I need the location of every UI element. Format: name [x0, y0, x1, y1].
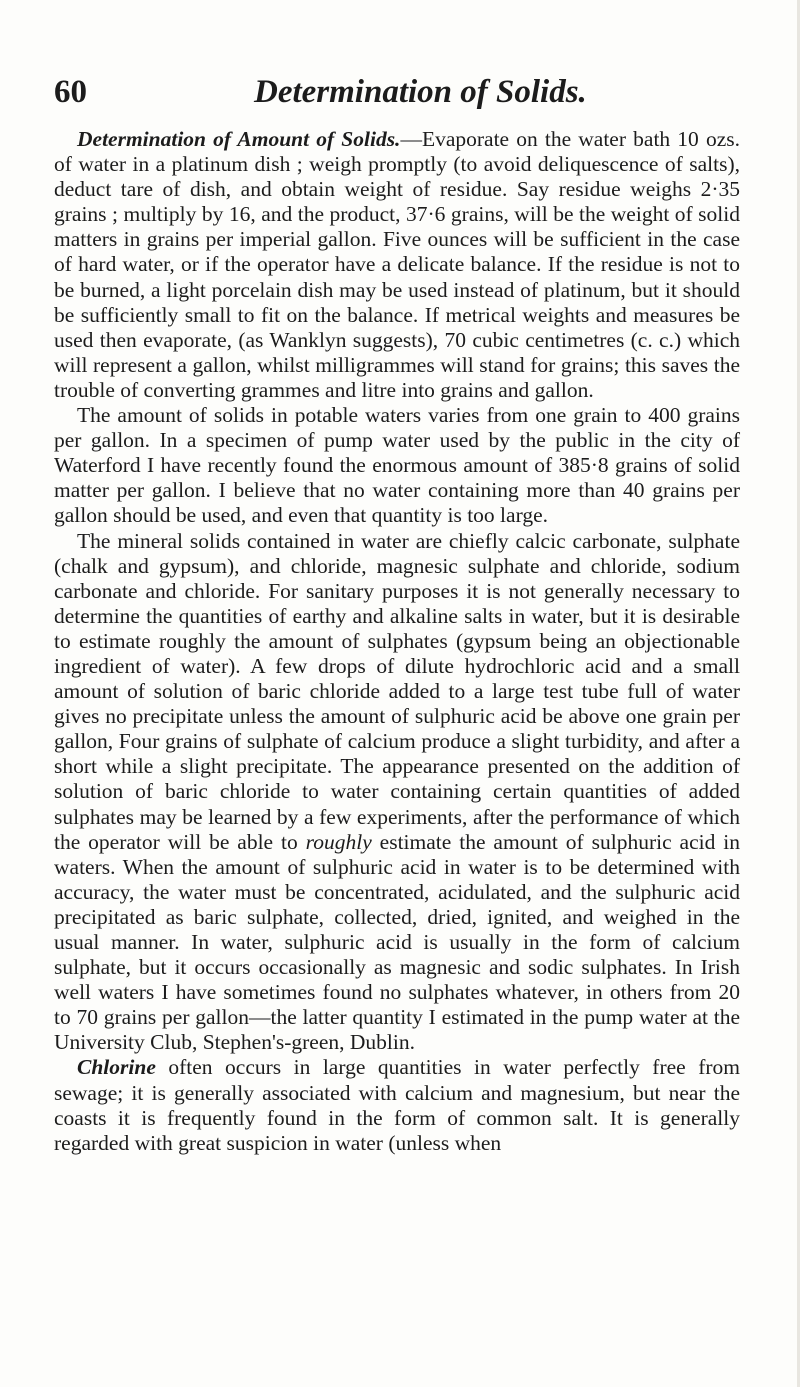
page-number: 60: [54, 74, 87, 110]
paragraph-solids-range: The amount of solids in potable waters varies from one grain to 400 grains per gallon. In a specimen of pump water used by the public in the city of Waterford I have recently found the enormous amount of 385·8 grains of solid matter per gallon. I believe that no water containing more than 40 grains per gallon should be used, and even that quantity is too large.: [54, 403, 740, 528]
paragraph-text: The mineral solids contained in water are chiefly calcic carbonate, sulphate (chalk and gypsum), and chloride, magnesic sulphate and chloride, sodium carbonate and chloride. For sanitary purposes it is not generally necessary to determine the quantities of earthy and alkaline salts in water, but it is desirable to estimate roughly the amount of sulphates (gypsum being an objectionable ingredient of water). A few drops of dilute hydrochloric acid and a small amount of solution of baric chloride added to a large test tube full of water gives no precipitate unless the amount of sulphuric acid be above one grain per gallon, Four grains of sulphate of calcium produce a slight turbidity, and after a short while a slight precipitate. The appearance presented on the addition of solution of baric chloride to water containing certain quantities of added sulphates may be learned by a few experiments, after the performance of which the operator will be able to: [54, 528, 740, 854]
running-header: [54, 70, 754, 114]
paragraph-mineral-solids: [54, 529, 740, 1056]
paragraph-text: often occurs in large quantities in water perfectly free from sewage; it is generally associated with calcium and magnesium, but near the coasts it is frequently found in the form of common salt. It is generally regarded with great suspicion in water (unless when: [54, 1055, 740, 1155]
section-heading-chlorine: Chlorine: [77, 1055, 156, 1080]
emphasis-word: roughly: [305, 829, 372, 854]
paragraph-solids-amount: [54, 127, 740, 403]
running-title: Determination of Solids.: [254, 74, 587, 110]
section-heading-solids: Determination of Amount of Solids.: [77, 127, 401, 151]
paragraph-chlorine: [54, 1055, 740, 1155]
body-text: [54, 127, 740, 1156]
paragraph-text: —Evaporate on the water bath 10 ozs. of water in a platinum dish ; weigh promptly (to avoid deliquescence of salts), deduct tare of dish, and obtain weight of residue. Say residue weighs 2·35 grains ; multiply by 16, and the product, 37·6 grains, will be the weight of solid matters in grains per imperial gallon. Five ounces will be sufficient in the case of hard water, or if the operator have a delicate balance. If the residue is not to be burned, a light porcelain dish may be used instead of platinum, but it should be sufficiently small to fit on the balance. If metrical weights and measures be used then evaporate, (as Wanklyn suggests), 70 cubic centimetres (c. c.) which will represent a gallon, whilst milligrammes will stand for grains; this saves the trouble of converting grammes and litre into grains and gallon.: [54, 127, 740, 402]
paragraph-text: estimate the amount of sulphuric acid in waters. When the amount of sulphuric acid in water is to be determined with accuracy, the water must be concentrated, acidulated, and the sulphuric acid precipitated as baric sulphate, collected, dried, ignited, and weighed in the usual manner. In water, sulphuric acid is usually in the form of calcium sulphate, but it occurs occasionally as magnesic and sodic sulphates. In Irish well waters I have sometimes found no sulphates whatever, in others from 20 to 70 grains per gallon—the latter quantity I estimated in the pump water at the University Club, Stephen's-green, Dublin.: [54, 829, 740, 1055]
